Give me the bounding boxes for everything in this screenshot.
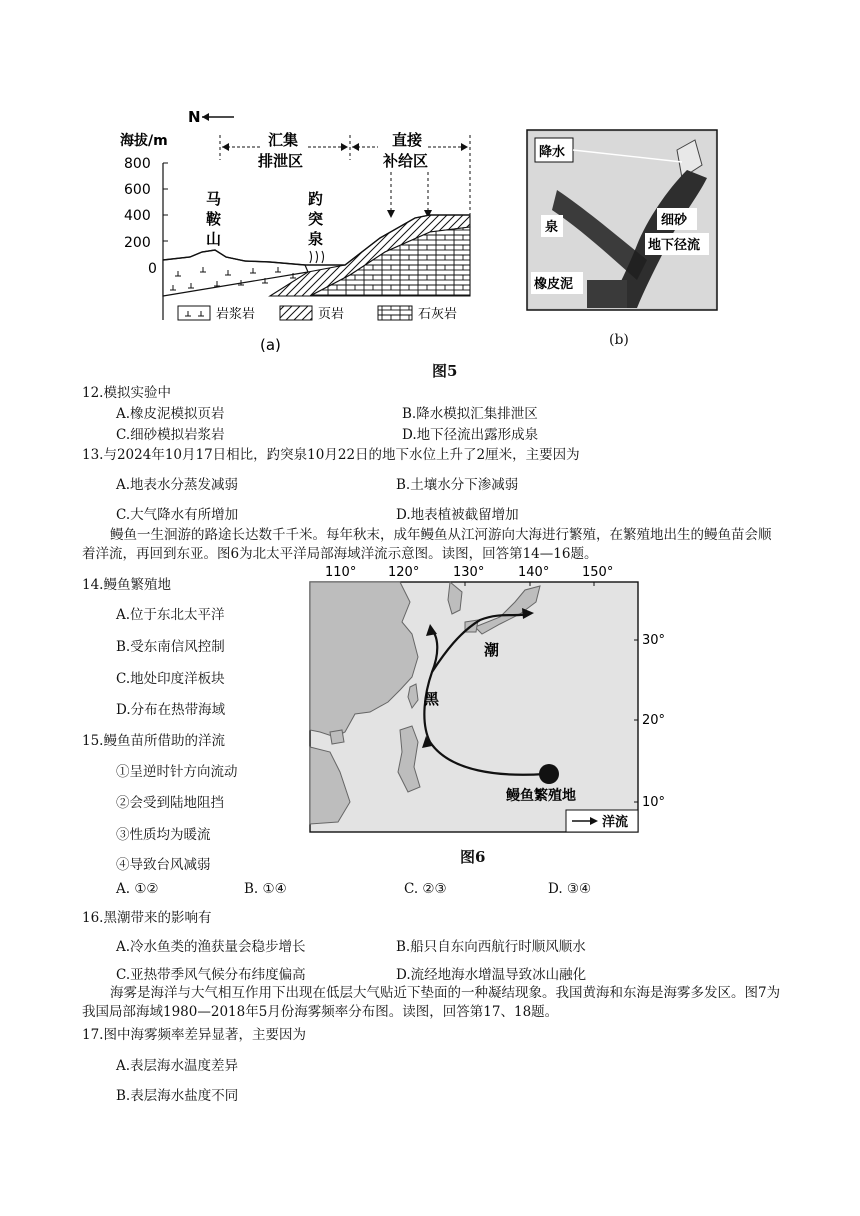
fog-intro-paragraph: 海雾是海洋与大气相互作用下出现在低层大气贴近下垫面的一种凝结现象。我国黄海和东海是海雾多发区。图7为我国局部海域1980—2018年5月份海雾频率分布图。读图，回答第17、18题。 <box>82 985 781 1020</box>
y-tick: 600 <box>124 182 151 198</box>
q14-option-d[interactable]: D.分布在热带海域 <box>116 702 226 718</box>
y-tick: 200 <box>124 235 151 251</box>
legend-magma: 岩浆岩 <box>216 307 256 322</box>
photo-label-clay: 橡皮泥 <box>534 277 574 292</box>
label-mountain-2: 鞍 <box>206 210 222 228</box>
y-tick: 400 <box>124 208 151 224</box>
q15-statement-3: ③性质均为暖流 <box>116 827 211 843</box>
q15-statement-2: ②会受到陆地阻挡 <box>116 795 224 811</box>
q16-option-c[interactable]: C.亚热带季风气候分布纬度偏高 <box>116 967 306 983</box>
legend-current: 洋流 <box>602 815 629 830</box>
q12-option-b[interactable]: B.降水模拟汇集排泄区 <box>402 406 538 422</box>
breeding-site-marker <box>539 764 559 784</box>
q13-stem: 13.与2024年10月17日相比，趵突泉10月22日的地下水位上升了2厘米，主要因为 <box>82 447 580 463</box>
lon-tick: 140° <box>518 565 550 580</box>
q15-option-d[interactable]: D. ③④ <box>548 881 592 897</box>
legend-limestone: 石灰岩 <box>418 307 458 322</box>
q12-option-a[interactable]: A.橡皮泥模拟页岩 <box>116 406 225 422</box>
y-tick: 0 <box>148 261 157 277</box>
q14-stem: 14.鳗鱼繁殖地 <box>82 577 171 593</box>
lat-tick: 20° <box>642 713 666 728</box>
q15-stem: 15.鳗鱼苗所借助的洋流 <box>82 733 225 749</box>
current-char-1: 黑 <box>424 690 440 708</box>
q12-stem: 12.模拟实验中 <box>82 385 171 401</box>
q14-option-a[interactable]: A.位于东北太平洋 <box>116 607 225 623</box>
north-label: N <box>188 108 201 126</box>
fig6-map <box>300 562 670 832</box>
lat-tick: 30° <box>642 633 666 648</box>
q15-option-a[interactable]: A. ①② <box>116 881 159 897</box>
q16-stem: 16.黑潮带来的影响有 <box>82 910 212 926</box>
breeding-site-label: 鳗鱼繁殖地 <box>506 788 576 804</box>
label-spring-3: 泉 <box>308 230 324 248</box>
q13-option-b[interactable]: B.土壤水分下渗减弱 <box>396 477 519 493</box>
label-spring-2: 突 <box>308 210 324 228</box>
label-spring-1: 趵 <box>308 190 324 208</box>
lon-tick: 120° <box>388 565 420 580</box>
q16-option-b[interactable]: B.船只自东向西航行时顺风顺水 <box>396 939 586 955</box>
fig5a-profile <box>120 100 490 360</box>
q12-option-d[interactable]: D.地下径流出露形成泉 <box>402 427 539 443</box>
photo-label-runoff: 地下径流 <box>648 238 701 253</box>
fig6-caption: 图6 <box>460 848 486 866</box>
fig5-caption: 图5 <box>432 362 458 380</box>
lon-tick: 130° <box>453 565 485 580</box>
q15-option-c[interactable]: C. ②③ <box>404 881 447 897</box>
q12-option-c[interactable]: C.细砂模拟岩浆岩 <box>116 427 225 443</box>
q16-option-d[interactable]: D.流经地海水增温导致冰山融化 <box>396 967 587 983</box>
zone-recharge-1: 直接 <box>392 131 423 149</box>
q15-statement-4: ④导致台风减弱 <box>116 857 211 873</box>
current-char-2: 潮 <box>484 641 500 659</box>
lon-tick: 150° <box>582 565 614 580</box>
fig5a-sub-label: (a) <box>260 336 281 354</box>
photo-label-rain: 降水 <box>539 145 566 160</box>
lon-tick: 110° <box>325 565 357 580</box>
q14-option-c[interactable]: C.地处印度洋板块 <box>116 671 225 687</box>
legend-shale: 页岩 <box>318 307 345 322</box>
fig5b-sub-label: (b) <box>609 332 629 348</box>
label-mountain-3: 山 <box>206 230 222 248</box>
q15-statement-1: ①呈逆时针方向流动 <box>116 764 238 780</box>
q13-option-a[interactable]: A.地表水分蒸发减弱 <box>116 477 239 493</box>
y-tick: 800 <box>124 156 151 172</box>
label-mountain-1: 马 <box>206 190 222 208</box>
q15-option-b[interactable]: B. ①④ <box>244 881 287 897</box>
photo-label-sand: 细砂 <box>661 213 688 228</box>
q13-option-c[interactable]: C.大气降水有所增加 <box>116 507 239 523</box>
fig5b-photo <box>527 130 717 310</box>
q16-option-a[interactable]: A.冷水鱼类的渔获量会稳步增长 <box>116 939 306 955</box>
zone-discharge-1: 汇集 <box>268 131 299 149</box>
q17-stem: 17.图中海雾频率差异显著，主要因为 <box>82 1027 306 1043</box>
lat-tick: 10° <box>642 795 666 810</box>
q14-option-b[interactable]: B.受东南信风控制 <box>116 639 225 655</box>
photo-label-spring: 泉 <box>545 220 559 235</box>
q17-option-a[interactable]: A.表层海水温度差异 <box>116 1058 239 1074</box>
q13-option-d[interactable]: D.地表植被截留增加 <box>396 507 519 523</box>
eel-intro-paragraph: 鳗鱼一生洄游的路途长达数千千米。每年秋末，成年鳗鱼从江河游向大海进行繁殖，在繁殖地出生的鳗鱼苗会顺着洋流，再回到东亚。图6为北太平洋局部海域洋流示意图。读图，回答第14—16题。 <box>82 527 772 562</box>
zone-discharge-2: 排泄区 <box>258 152 304 170</box>
y-axis-label: 海拔/m <box>120 133 168 149</box>
zone-recharge-2: 补给区 <box>383 152 429 170</box>
q17-option-b[interactable]: B.表层海水盐度不同 <box>116 1088 239 1104</box>
